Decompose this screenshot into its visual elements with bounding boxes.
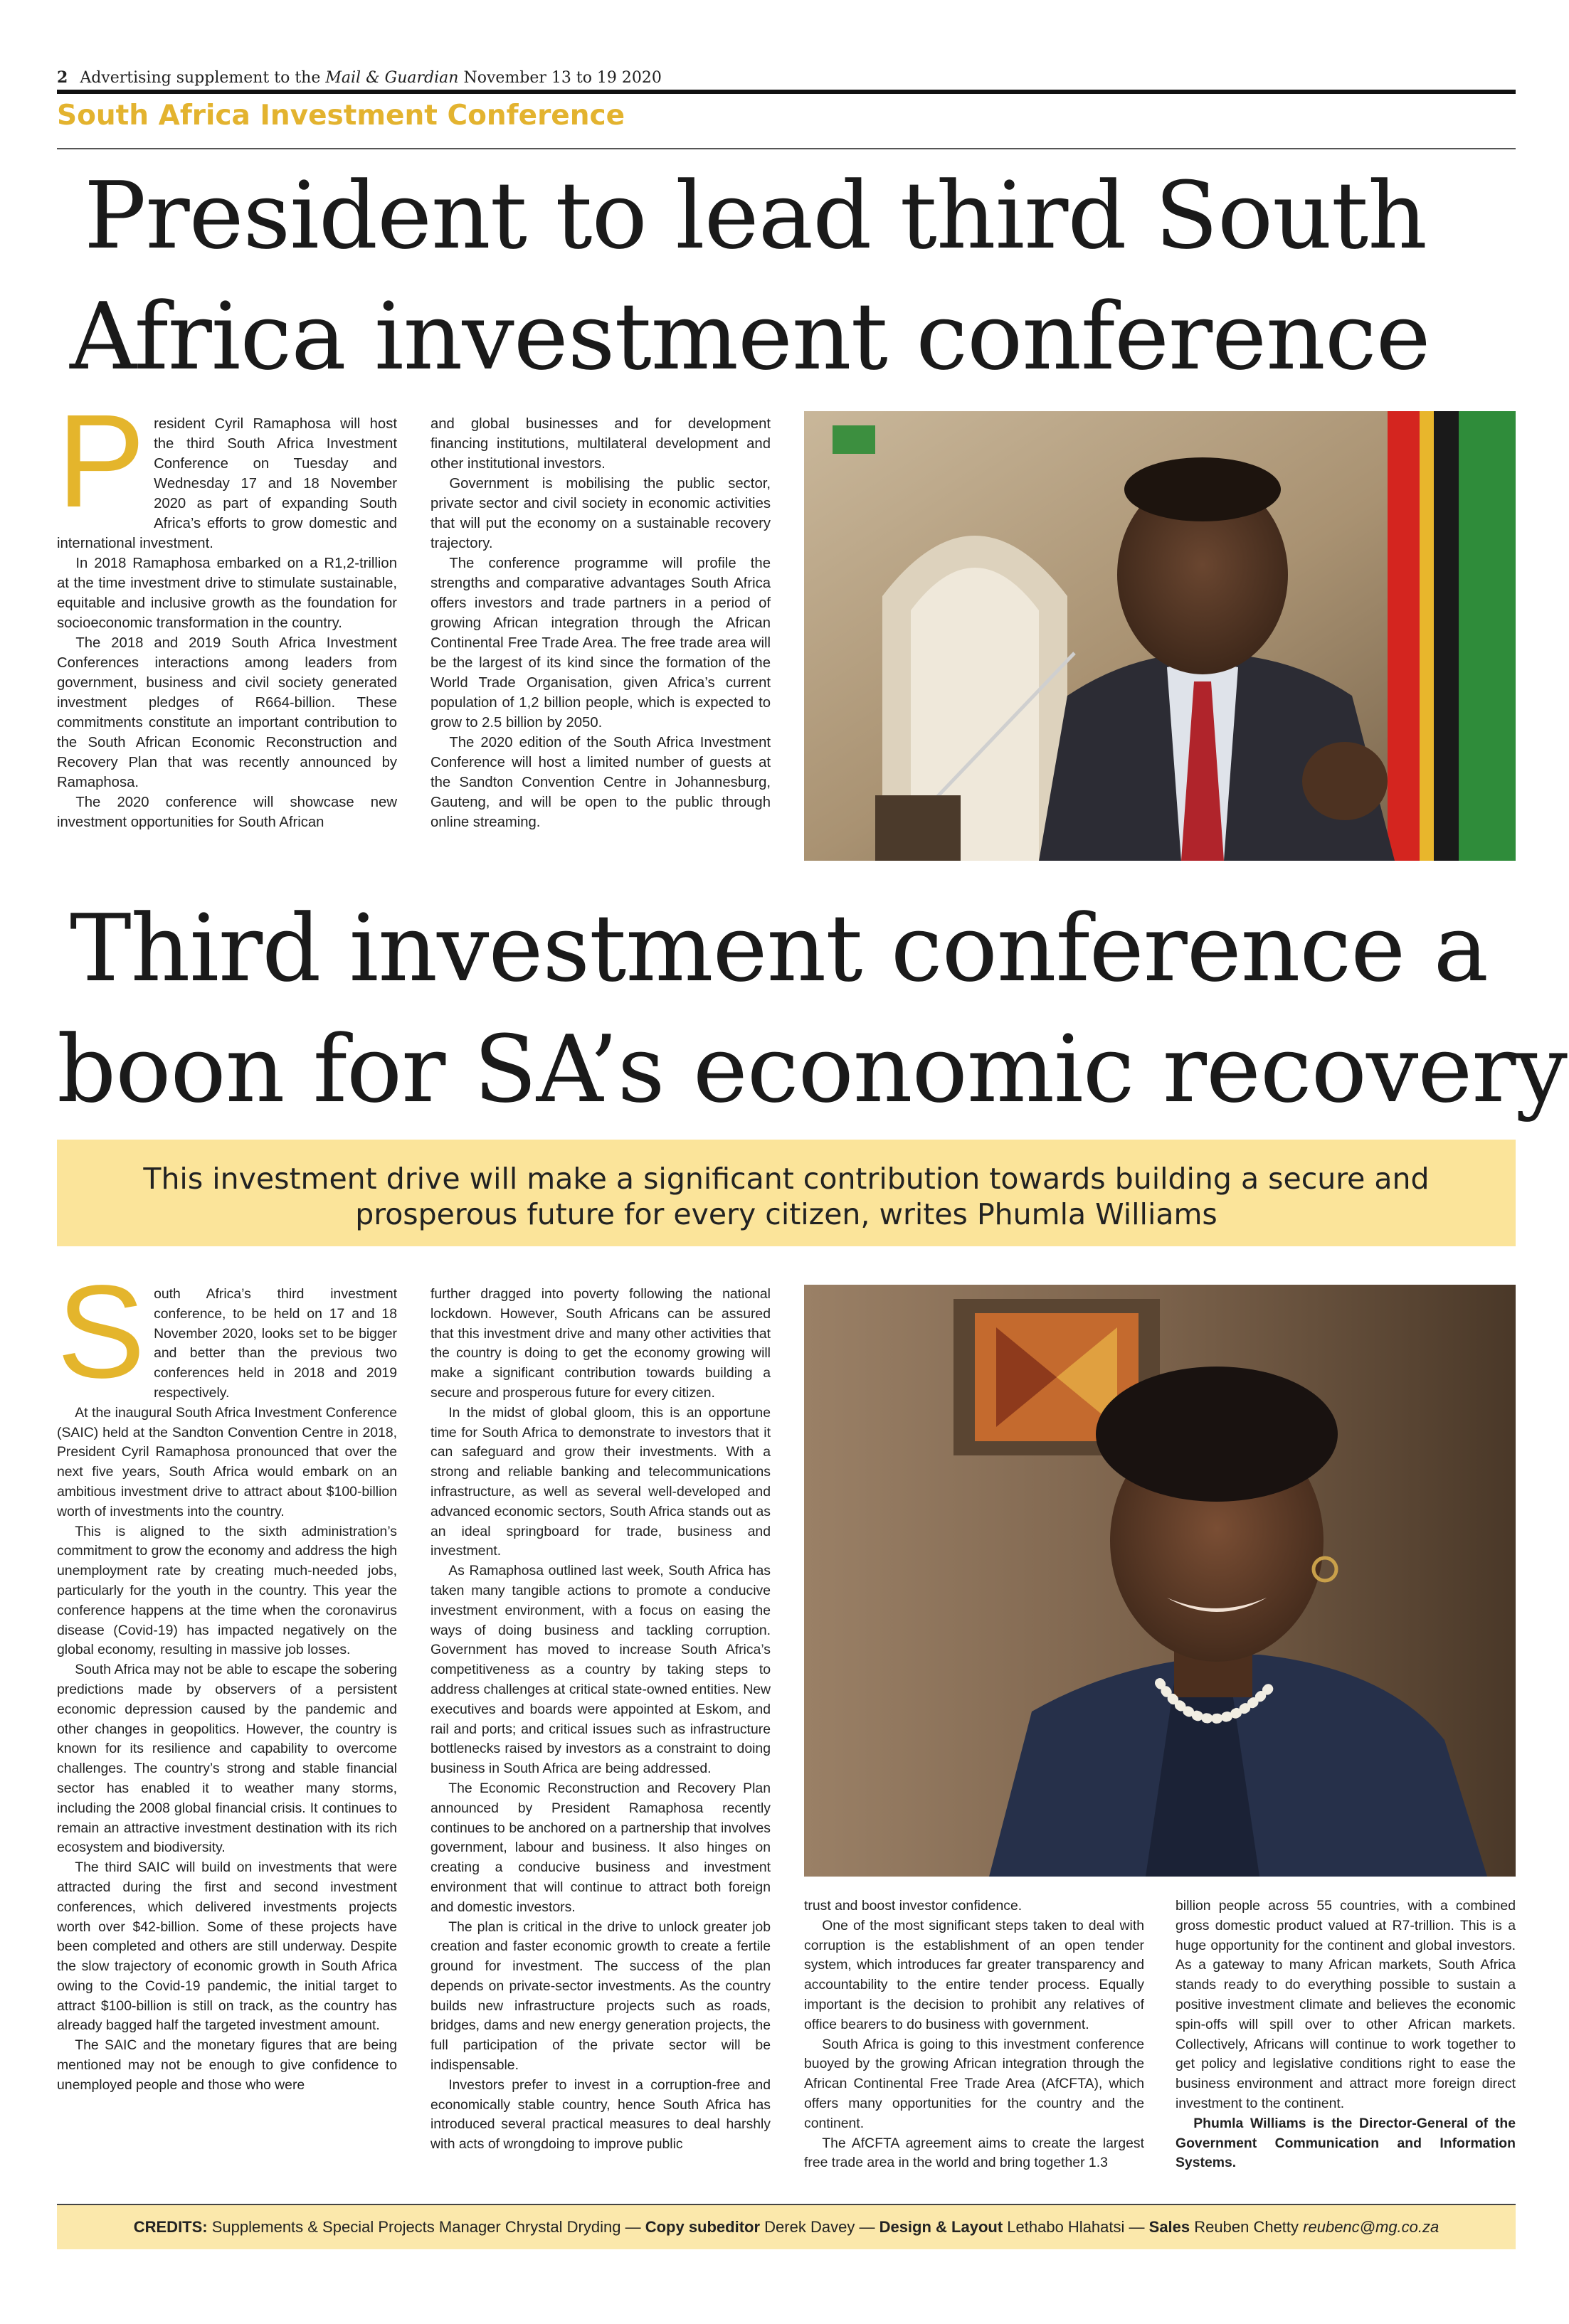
paragraph: The 2018 and 2019 South Africa Investment Conferences interactions among leaders from government, business and civil society generated investment pledges of R664-billion. These commitments constitute an important contribution to the South African Economic Reconstruction and Recovery Plan that was recently announced by Ramaphosa. <box>57 635 397 790</box>
paragraph: Investors prefer to invest in a corruption-free and economically stable country, hence South Africa has introduced several practical measures to deal harshly with acts of wrongdoing to improve public <box>430 2076 771 2153</box>
paragraph: As Ramaphosa outlined last week, South Africa has taken many tangible actions to promote a conducive investment environment, with a focus on easing the ways of doing business and tackling corruption. Government has moved to increase South Africa’s competitiveness as a country by taking steps to address challenges at critical state-owned entities. New executives and boards were appointed at Eskom, and rail and ports; and critical issues such as infrastructure bottlenecks raised by investors as a constraint to doing business in South Africa are being addressed. <box>430 1563 771 1777</box>
paragraph: resident Cyril Ramaphosa will host the third South Africa Investment Conference on Tuesday and Wednesday 17 and 18 November 2020 as part of expanding South Africa’s efforts to grow domestic and international investment. <box>57 416 397 551</box>
paragraph: This is aligned to the sixth administration’s commitment to grow the economy and address the high unemployment rate by creating much-needed jobs, particularly for the youth in the country. This year the conference happens at the time when the coronavirus disease (Covid-19) has impacted negatively on the global economy, resulting in massive job losses. <box>57 1523 397 1658</box>
paragraph: The 2020 conference will showcase new investment opportunities for South African <box>57 795 397 830</box>
paragraph: In the midst of global gloom, this is an opportune time for South Africa to demonstrate to investors that it can safeguard and grow their investments. With a strong and reliable banking and telecommunications infrastructure, as well as several well-developed and advanced economic sectors, South Africa stands out as an ideal springboard for trade, business and investment. <box>430 1404 771 1559</box>
standfirst-line2: prosperous future for every citizen, writes Phumla Williams <box>355 1197 1217 1231</box>
paragraph: billion people across 55 countries, with a combined gross domestic product valued at R7-trillion. This is a huge opportunity for the continent and global investors. As a gateway to many African markets, South Africa stands ready to do everything possible to sustain a positive investment climate and believes the economic spin-offs will spill over to other African markets. Collectively, Africans will continue to work together to get policy and legislative conditions right to ease the business environment and attract more foreign direct investment to the continent. <box>1176 1898 1516 2111</box>
article1-column-1 <box>57 388 397 832</box>
section-title: South Africa Investment Conference <box>57 100 625 132</box>
paragraph: further dragged into poverty following the national lockdown. However, South Africans can be assured that this investment drive and many other activities that the country is doing to get the economy growing will make a significant contribution towards building a secure and prosperous future for every citizen. <box>430 1286 771 1401</box>
phumla-williams-photo <box>804 1285 1516 1877</box>
paragraph: One of the most significant steps taken to deal with corruption is the establishment of an open tender system, which introduces far greater transparency and accountability to the entire tender process. Equally important is the decision to prohibit any relatives of office bearers to do business with government. <box>804 1917 1144 2032</box>
article2-dropcap: S <box>57 1258 146 1406</box>
article2-column-1 <box>57 1258 397 2096</box>
credits-label: Sales <box>1148 2218 1190 2236</box>
masthead-rule <box>57 90 1516 94</box>
sales-email-link[interactable]: reubenc@mg.co.za <box>1303 2218 1439 2236</box>
credits-label: Design & Layout <box>879 2218 1003 2236</box>
paragraph: The 2020 edition of the South Africa Investment Conference will host a limited number of guests at the Sandton Convention Centre in Johannesburg, Gauteng, and will be open to the public through online streaming. <box>430 735 771 830</box>
credits-text: Derek Davey — <box>764 2218 875 2236</box>
page-number: 2 <box>57 68 68 87</box>
paragraph: trust and boost investor confidence. <box>804 1898 1023 1914</box>
issue-dates: November 13 to 19 2020 <box>463 69 662 87</box>
credits-text: Supplements & Special Projects Manager Chrystal Dryding — <box>211 2218 641 2236</box>
credits-text: Lethabo Hlahatsi — <box>1007 2218 1145 2236</box>
paragraph: The third SAIC will build on investments that were attracted during the first and second investment conferences, which delivered investments projects worth over $42-billion. Some of these projects have been completed and others are still underway. Despite the slow trajectory of economic growth in South Africa owing to the Covid-19 pandemic, the initial target to attract $100-billion is still on track, as the country has already bagged half the targeted investment amount. <box>57 1859 397 2034</box>
paragraph: and global businesses and for development financing institutions, multilateral development and other institutional investors. <box>430 416 771 472</box>
credits-label: CREDITS: <box>133 2218 208 2236</box>
credits-bar <box>57 2205 1516 2249</box>
paragraph: South Africa is going to this investment conference buoyed by the growing African integration through the African Continental Free Trade Area (AfCFTA), which offers many opportunities for the country and the continent. <box>804 2036 1144 2131</box>
article2-headline-line1: Third investment conference a <box>70 894 1489 1002</box>
paragraph: The SAIC and the monetary figures that are being mentioned may not be enough to give confidence to unemployed people and those who were <box>57 2037 397 2093</box>
paragraph: outh Africa’s third investment conference, to be held on 17 and 18 November 2020, looks set to be bigger and better than the previous two conferences held in 2018 and 2019 respectively. <box>154 1286 397 1401</box>
article2-headline-line2: boon for SA’s economic recovery <box>57 1015 1567 1123</box>
paragraph: The AfCFTA agreement aims to create the largest free trade area in the world and bring together 1.3 <box>804 2135 1144 2171</box>
credits-text: Reuben Chetty <box>1194 2218 1299 2236</box>
publication-name: Mail & Guardian <box>325 69 459 87</box>
article2-column-2 <box>430 1285 771 2155</box>
article1-headline-line1: President to lead third South <box>84 161 1427 270</box>
running-head-text: Advertising supplement to the <box>80 69 321 87</box>
paragraph: In 2018 Ramaphosa embarked on a R1,2-trillion at the time investment drive to stimulate sustainable, equitable and inclusive growth as the foundation for socioeconomic transformation in the country. <box>57 556 397 631</box>
article1-column-2 <box>430 414 771 832</box>
article2-column-4 <box>1176 1896 1516 2173</box>
author-byline: Phumla Williams is the Director-General of the Government Communication and Information Systems. <box>1176 2115 1516 2171</box>
article2-column-3 <box>804 1896 1144 2173</box>
standfirst <box>57 1140 1516 1246</box>
paragraph: The plan is critical in the drive to unlock greater job creation and faster economic growth to create a fertile ground for investment. The success of the plan depends on private-sector investments. As the country builds new infrastructure projects such as roads, bridges, dams and new energy generation projects, the full participation of the private sector will be indispensable. <box>430 1919 771 2074</box>
article1-dropcap: P <box>57 388 146 535</box>
standfirst-line1: This investment drive will make a significant contribution towards building a secure and <box>143 1162 1430 1196</box>
paragraph: Government is mobilising the public sector, private sector and civil society in economic activities that will put the economy on a sustainable recovery trajectory. <box>430 476 771 551</box>
paragraph: South Africa may not be able to escape the sobering predictions made by observers of a persistent economic depression caused by the pandemic and other changes in geopolitics. However, the country is known for its resilience and capability to overcome challenges. The country’s strong and stable financial sector has enabled it to weather many storms, including the 2008 global financial crisis. It continues to remain an attractive investment destination with its rich ecosystem and biodiversity. <box>57 1662 397 1856</box>
running-head <box>57 68 1516 87</box>
article1-headline-line2: Africa investment conference <box>70 282 1430 391</box>
paragraph: At the inaugural South Africa Investment Conference (SAIC) held at the Sandton Convention Centre in 2018, President Cyril Ramaphosa pronounced that over the next five years, South Africa would embark on an ambitious investment drive to attract about $100-billion worth of investments into the country. <box>57 1404 397 1519</box>
president-photo <box>804 411 1516 861</box>
credits-label: Copy subeditor <box>645 2218 761 2236</box>
paragraph: The conference programme will profile the strengths and comparative advantages South Africa offers investors and trade partners in a period of growing African integration through the African Continental Free Trade Area. The free trade area will be the largest of its kind since the formation of the World Trade Organisation, given Africa’s current population of 1,2 billion people, which is expected to grow to 2.5 billion by 2050. <box>430 556 771 731</box>
section-rule <box>57 148 1516 149</box>
paragraph: The Economic Reconstruction and Recovery Plan announced by President Ramaphosa recently continues to be anchored on a partnership that involves government, labour and business. It also hinges on creating a conducive business and investment environment that will continue to attract both foreign and domestic investors. <box>430 1780 771 1915</box>
